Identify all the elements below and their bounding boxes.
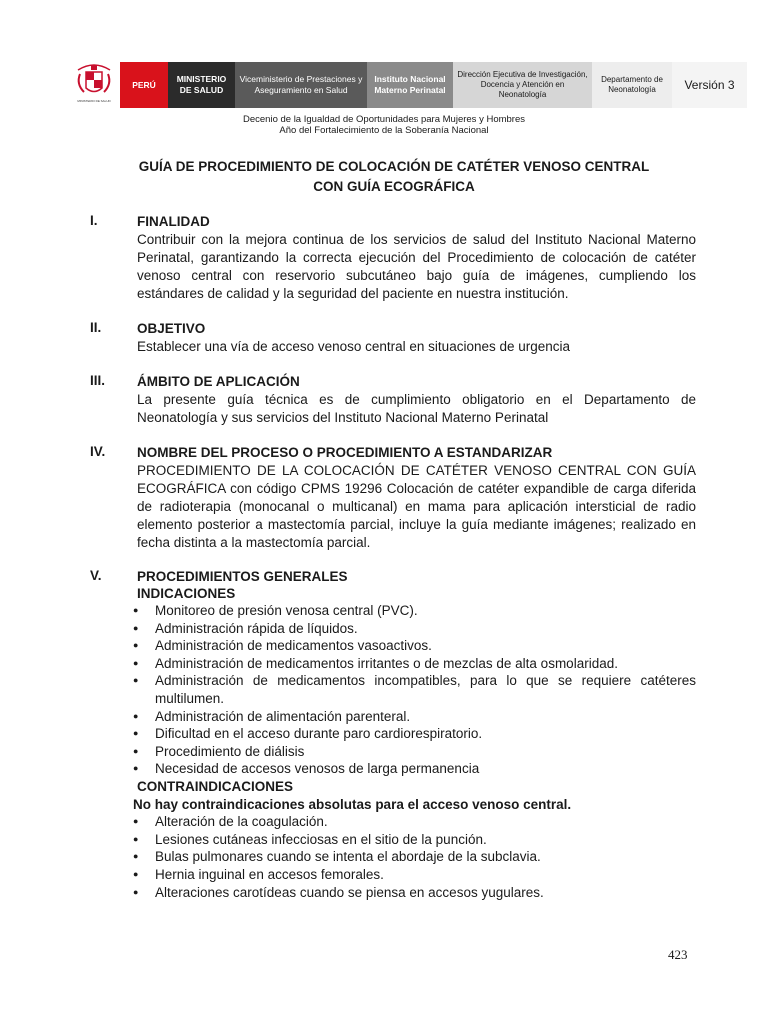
section-ambito [90, 373, 696, 427]
section-text: Contribuir con la mejora continua de los servicios de salud del Instituto Nacional Materno Perinatal, garantizando la correcta ejecución del Procedimiento de colocación de catéter venoso central con reservorio subcutáneo bajo guía de imágenes, cumpliendo los estándares de calidad y la seguridad del paciente en nuestra institución. [137, 232, 696, 301]
peru-label: PERÚ [120, 62, 168, 108]
title-line-2: CON GUÍA ECOGRÁFICA [313, 179, 475, 194]
logo-caption: MINISTERIO DE SALUD [77, 99, 111, 103]
section-nombre-proceso [90, 444, 696, 552]
list-item: ● Alteración de la coagulación. [133, 813, 696, 831]
list-item: ● Administración de medicamentos vasoactivos. [133, 637, 696, 655]
section-finalidad [90, 213, 696, 303]
document-header [70, 62, 747, 108]
list-item: ● Bulas pulmonares cuando se intenta el abordaje de la subclavia. [133, 848, 696, 866]
list-item: ● Dificultad en el acceso durante paro cardiorespiratorio. [133, 725, 696, 743]
instituto-label: Instituto Nacional Materno Perinatal [367, 62, 453, 108]
section-number: III. [90, 373, 106, 388]
logo-space [70, 62, 120, 108]
list-item: ● Administración de alimentación parenteral. [133, 708, 696, 726]
section-number: I. [90, 213, 98, 228]
list-item: ● Necesidad de accesos venosos de larga permanencia [133, 760, 696, 778]
version-label: Versión 3 [672, 62, 747, 108]
list-item: ● Procedimiento de diálisis [133, 743, 696, 761]
decenio-line-2: Año del Fortalecimiento de la Soberanía Nacional [279, 125, 489, 136]
decenio-text [0, 114, 768, 136]
section-number: II. [90, 320, 102, 335]
document-title [90, 157, 698, 197]
list-item: ● Administración rápida de líquidos. [133, 620, 696, 638]
list-item: ● Alteraciones carotídeas cuando se piensa en accesos yugulares. [133, 884, 696, 902]
section-heading: PROCEDIMIENTOS GENERALES [137, 569, 348, 584]
section-procedimientos-generales [90, 568, 696, 901]
section-objetivo [90, 320, 696, 356]
section-text: La presente guía técnica es de cumplimiento obligatorio en el Departamento de Neonatología y sus servicios del Instituto Nacional Materno Perinatal [137, 392, 696, 425]
list-item: ● Monitoreo de presión venosa central (PVC). [133, 602, 696, 620]
list-item: ● Administración de medicamentos irritantes o de mezclas de alta osmolaridad. [133, 655, 696, 673]
section-heading: ÁMBITO DE APLICACIÓN [137, 374, 300, 389]
section-heading: FINALIDAD [137, 214, 210, 229]
section-heading: OBJETIVO [137, 321, 206, 336]
section-text: Establecer una vía de acceso venoso central en situaciones de urgencia [137, 339, 571, 354]
list-item: ● Hernia inguinal en accesos femorales. [133, 866, 696, 884]
page-number: 423 [668, 947, 688, 962]
indicaciones-heading: INDICACIONES [137, 586, 236, 601]
ministerio-label: MINISTERIO DE SALUD [168, 62, 235, 108]
contraindicaciones-subheading: No hay contraindicaciones absolutas para el acceso venoso central. [133, 796, 572, 812]
contraindicaciones-heading: CONTRAINDICACIONES [137, 778, 294, 794]
section-text: PROCEDIMIENTO DE LA COLOCACIÓN DE CATÉTER VENOSO CENTRAL CON GUÍA ECOGRÁFICA con código CPMS 19296 Colocación de catéter expandible de carga diferida de radioterapia (monocanal o multicanal) en mama para aplicación intersticial de radio elemento posterior a mastectomía parcial, incluye la guía mediante imágenes; realizado en fecha distinta a la mastectomía parcial. [137, 463, 696, 550]
indicaciones-list [133, 602, 696, 778]
contraindicaciones-list [133, 813, 696, 901]
list-item: ● Lesiones cutáneas infecciosas en el sitio de la punción. [133, 831, 696, 849]
section-heading: NOMBRE DEL PROCESO O PROCEDIMIENTO A ESTANDARIZAR [137, 445, 553, 460]
direccion-label: Dirección Ejecutiva de Investigación, Docencia y Atención en Neonatología [453, 62, 592, 108]
departamento-label: Departamento de Neonatología [592, 62, 672, 108]
section-number: IV. [90, 444, 106, 459]
viceministerio-label: Viceministerio de Prestaciones y Aseguramiento en Salud [235, 62, 367, 108]
list-item: ● Administración de medicamentos incompatibles, para lo que se requiere catéteres multilumen. [133, 672, 696, 707]
decenio-line-1: Decenio de la Igualdad de Oportunidades para Mujeres y Hombres [243, 114, 525, 125]
section-number: V. [90, 568, 102, 583]
title-line-1: GUÍA DE PROCEDIMIENTO DE COLOCACIÓN DE CATÉTER VENOSO CENTRAL [138, 159, 650, 174]
